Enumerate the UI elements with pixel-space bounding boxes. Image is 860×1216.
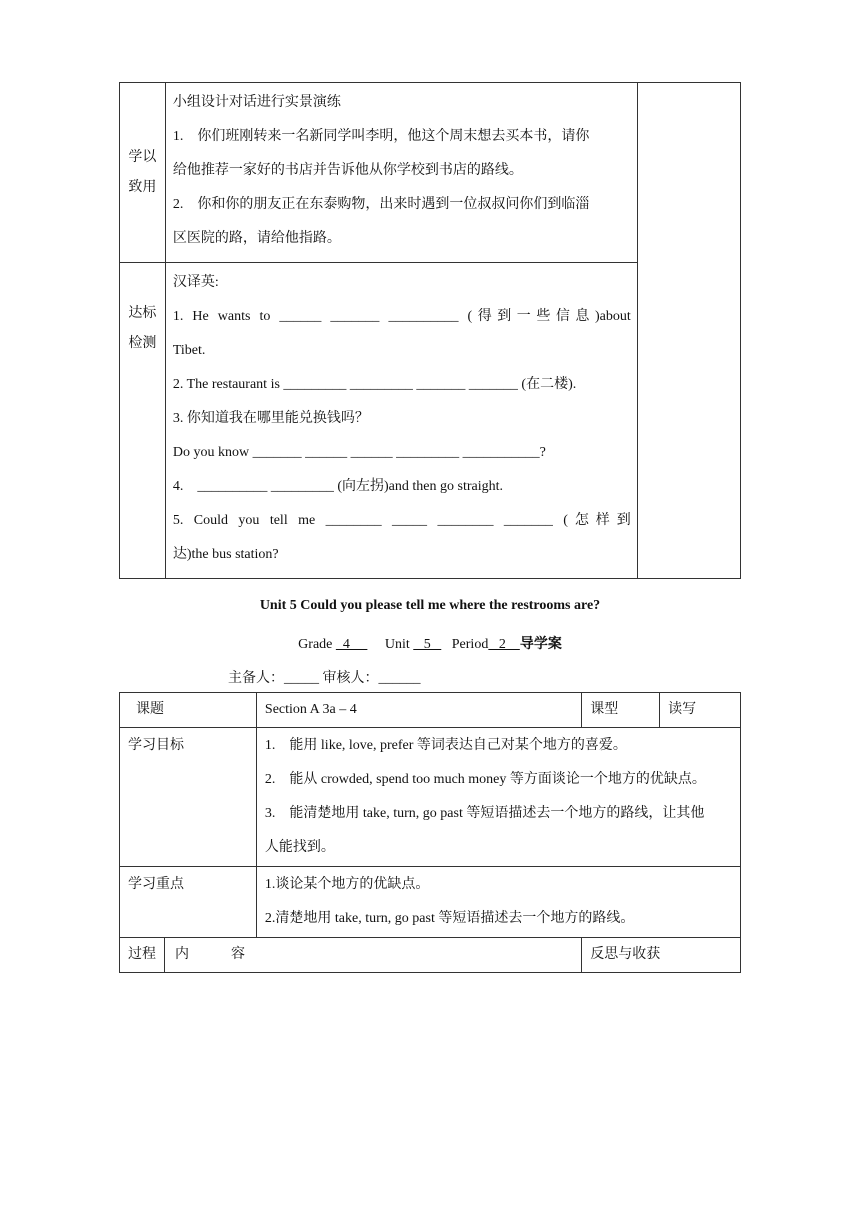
practice-label: 学以致用 [128, 149, 157, 195]
test-line: 达)the bus station? [172, 547, 279, 562]
type-label: 课型 [582, 693, 660, 728]
goal-item: 3. 能清楚地用 take, turn, go past 等短语描述去一个地方的路线，让其他 [264, 806, 705, 821]
focus-item: 2.清楚地用 take, turn, go past 等短语描述去一个地方的路线。 [264, 911, 635, 926]
unit-value: 5 [413, 637, 442, 652]
unit-title: Unit 5 Could you please tell me where the restrooms are? [259, 598, 601, 613]
test-line: Tibet. [172, 343, 206, 358]
period-label: Period [451, 637, 489, 652]
grade-line [0, 633, 860, 653]
test-label-cell [120, 263, 166, 579]
test-line: 3. 你知道我在哪里能兑换钱吗？ [172, 411, 369, 426]
test-line: Do you know _______ ______ ______ _________ ___________? [172, 445, 546, 460]
focus-row [120, 867, 741, 938]
focus-label: 学习重点 [120, 867, 257, 938]
topic-value: Section A 3a – 4 [256, 693, 581, 728]
practice-content [165, 83, 637, 263]
lesson-info-table [119, 692, 741, 973]
practice-line: 2. 你和你的朋友正在东泰购物，出来时遇到一位叔叔问你们到临淄 [172, 197, 590, 212]
content-spacer [256, 938, 581, 973]
period-value: 2 [488, 637, 520, 652]
practice-line: 给他推荐一家好的书店并告诉他从你学校到书店的路线。 [172, 163, 523, 178]
goals-row [120, 728, 741, 867]
test-line: 汉译英: [172, 275, 219, 290]
practice-row [120, 83, 741, 263]
goals-label: 学习目标 [120, 728, 257, 867]
focus-item: 1.谈论某个地方的优缺点。 [264, 877, 430, 892]
practice-line: 区医院的路，请给他指路。 [172, 231, 341, 246]
goal-item: 2. 能从 crowded, spend too much money 等方面谈论一个地方的优缺点。 [264, 772, 706, 787]
content-label: 内 容 [175, 947, 245, 962]
preparer-line: 主备人：_____ 审核人：______ [228, 671, 421, 686]
grade-value: 4 [335, 637, 368, 652]
practice-label-cell [120, 83, 166, 263]
goal-item: 1. 能用 like, love, prefer 等词表达自己对某个地方的喜爱。 [264, 738, 627, 753]
reflection-cell [637, 83, 740, 579]
test-line: 5. Could you tell me ________ _____ ________ _______ (怎样到 [172, 513, 631, 528]
process-cell [120, 938, 257, 973]
goal-item: 人能找到。 [264, 840, 335, 855]
process-row [120, 938, 741, 973]
test-label: 达标检测 [128, 306, 157, 351]
activity-table [119, 82, 741, 579]
practice-line: 小组设计对话进行实景演练 [172, 95, 341, 110]
focus-content [256, 867, 740, 938]
process-label: 过程 [120, 938, 165, 972]
topic-row [120, 693, 741, 728]
test-line: 4. __________ _________ (向左拐)and then go straight. [172, 479, 503, 494]
grade-label: Grade [298, 637, 333, 652]
practice-line: 1. 你们班刚转来一名新同学叫李明，他这个周末想去买本书，请你 [172, 129, 590, 144]
goals-content [256, 728, 740, 867]
test-line: 1. He wants to ______ _______ __________ (得到一些信息)about [172, 309, 631, 324]
reflection-label: 反思与收获 [582, 938, 741, 973]
type-value: 读写 [660, 693, 741, 728]
test-line: 2. The restaurant is _________ _________ _______ _______ (在二楼). [172, 377, 577, 392]
test-content [165, 263, 637, 579]
doc-type: 导学案 [519, 637, 562, 652]
unit-label: Unit [384, 637, 410, 652]
topic-label: 课题 [120, 693, 257, 728]
